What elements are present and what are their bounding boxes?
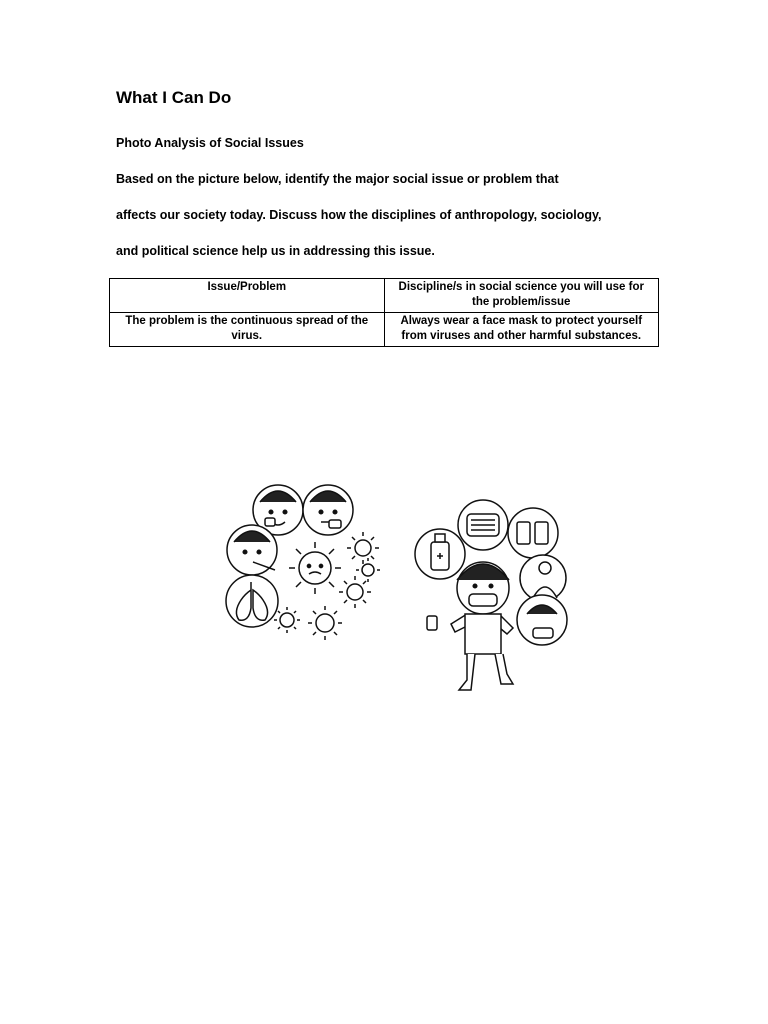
instruction-line-1: Based on the picture below, identify the major social issue or problem that (116, 172, 559, 186)
vitamins-icon (508, 508, 558, 558)
doctor-icon (520, 555, 566, 601)
column-header-issue: Issue/Problem (110, 279, 385, 313)
virus-icon (274, 607, 300, 633)
table-header-row (110, 279, 659, 313)
fever-child-icon (227, 525, 277, 575)
instruction-line-2: affects our society today. Discuss how the disciplines of anthropology, sociology, (116, 208, 602, 222)
virus-icon (339, 576, 371, 608)
social-issue-illustration (215, 470, 575, 705)
discipline-cell: Always wear a face mask to protect yourself from viruses and other harmful substances. (384, 313, 659, 347)
issue-cell: The problem is the continuous spread of the virus. (110, 313, 385, 347)
virus-icon (356, 558, 380, 582)
instruction-line-3: and political science help us in addressing this issue. (116, 244, 435, 258)
coughing-child-icon (303, 485, 353, 535)
large-virus-icon (289, 542, 341, 594)
virus-icon (308, 606, 342, 640)
page-title: What I Can Do (116, 88, 232, 107)
handwashing-child-icon (517, 595, 567, 645)
issue-discipline-table (109, 278, 659, 347)
activity-subtitle: Photo Analysis of Social Issues (116, 136, 304, 150)
column-header-discipline: Discipline/s in social science you will use for the problem/issue (384, 279, 659, 313)
masked-child-icon (427, 562, 513, 690)
sanitizer-bottle-icon (415, 529, 465, 579)
table-row (110, 313, 659, 347)
lungs-icon (226, 575, 278, 627)
virus-icon (347, 532, 379, 564)
face-mask-icon (458, 500, 508, 550)
